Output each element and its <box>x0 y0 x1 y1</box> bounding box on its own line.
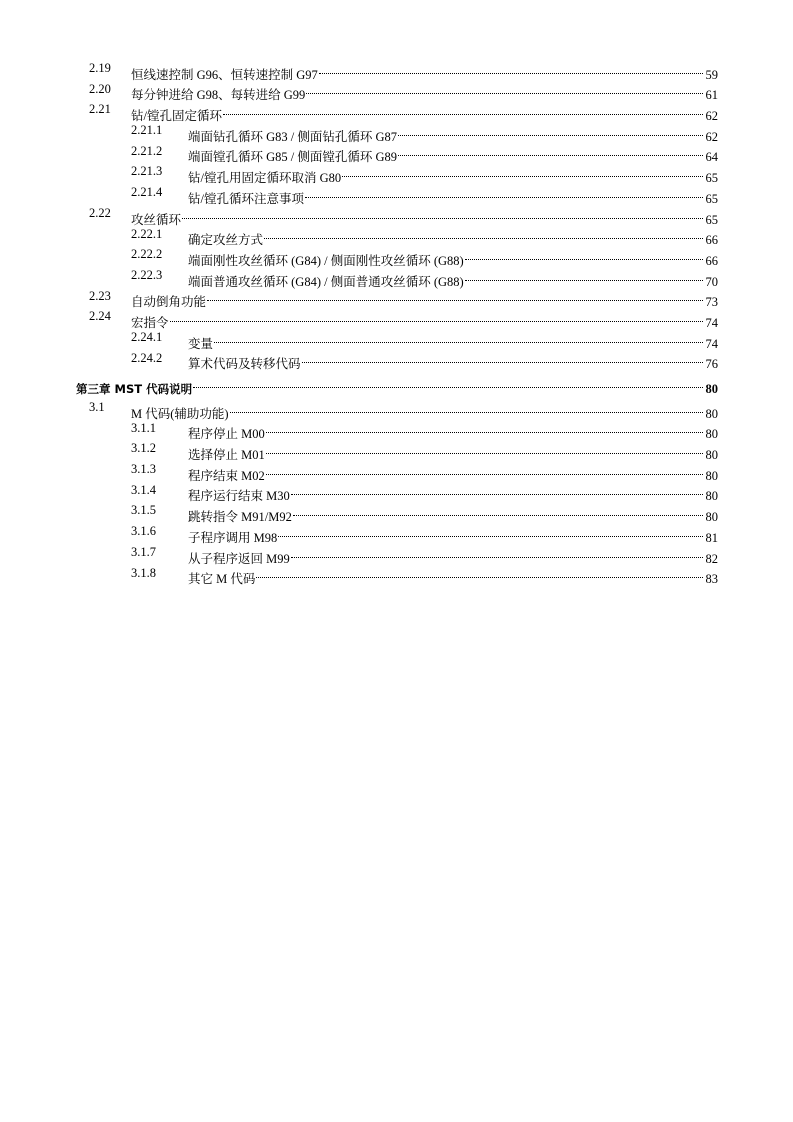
toc-entry-page: 65 <box>705 171 718 186</box>
toc-entry-page: 76 <box>705 357 718 372</box>
toc-chapter-3[interactable] <box>0 372 793 396</box>
toc-entry-number: 3.1 <box>89 400 105 414</box>
toc-entry-2-21-3[interactable] <box>0 161 793 186</box>
toc-entry-3-1-6[interactable] <box>0 521 793 545</box>
toc-entry-page: 80 <box>705 382 718 396</box>
dot-leader <box>264 224 703 245</box>
dot-leader <box>230 397 703 418</box>
toc-entry-page: 66 <box>705 253 718 268</box>
toc-entry-number: 3.1.4 <box>131 482 156 497</box>
toc-entry-number: 2.24.1 <box>131 329 163 344</box>
toc-entry-page: 81 <box>705 530 718 545</box>
dot-leader <box>266 459 703 480</box>
toc-entry-title: 程序运行结束 M30 <box>188 486 290 507</box>
toc-entry-2-22[interactable] <box>0 203 793 227</box>
toc-entry-page: 80 <box>705 510 718 525</box>
toc-entry-2-22-1[interactable] <box>0 224 793 248</box>
toc-entry-3-1-2[interactable] <box>0 438 793 463</box>
dot-leader <box>465 265 703 286</box>
toc-entry-2-21-2[interactable] <box>0 141 793 165</box>
toc-entry-number: 2.22 <box>89 205 111 220</box>
toc-chapter-title: 第三章 MST 代码说明 <box>76 379 192 400</box>
dot-leader <box>293 500 703 521</box>
toc-entry-2-23[interactable] <box>0 286 793 310</box>
toc-entry-2-24-2[interactable] <box>0 348 793 372</box>
dot-leader <box>306 79 703 100</box>
toc-entry-number: 2.20 <box>89 81 111 96</box>
toc-entry-3-1-5[interactable] <box>0 500 793 525</box>
dot-leader <box>342 161 703 182</box>
toc-entry-page: 80 <box>705 448 718 463</box>
toc-entry-title: 变量 <box>188 334 213 355</box>
toc-entry-title: 攻丝循环 <box>131 210 181 231</box>
toc-entry-title: 跳转指令 M91/M92 <box>188 507 292 528</box>
toc-entry-number: 2.19 <box>89 61 111 75</box>
toc-entry-2-24[interactable] <box>0 306 793 330</box>
dot-leader <box>223 99 703 120</box>
dot-leader <box>305 182 703 203</box>
toc-entry-title: 算术代码及转移代码 <box>188 354 301 375</box>
dot-leader <box>291 542 703 563</box>
toc-entry-number: 2.23 <box>89 288 111 303</box>
toc-entry-title: 端面普通攻丝循环 (G84) / 侧面普通攻丝循环 (G88) <box>188 272 464 293</box>
toc-entry-page: 62 <box>705 109 718 124</box>
toc-entry-page: 61 <box>705 88 718 103</box>
toc-entry-page: 80 <box>705 406 718 421</box>
toc-entry-number: 3.1.5 <box>131 503 156 518</box>
toc-entry-3-1-7[interactable] <box>0 542 793 566</box>
toc-entry-title: 钻/镗孔用固定循环取消 G80 <box>188 168 341 189</box>
table-of-contents <box>0 58 793 587</box>
toc-entry-page: 80 <box>705 489 718 504</box>
toc-entry-page: 80 <box>705 427 718 442</box>
toc-entry-title: 宏指令 <box>131 313 169 334</box>
toc-entry-page: 82 <box>705 551 718 566</box>
toc-entry-2-19[interactable] <box>0 58 793 82</box>
toc-entry-page: 66 <box>705 233 718 248</box>
toc-entry-title: 恒线速控制 G96、恒转速控制 G97 <box>131 65 318 86</box>
toc-entry-number: 3.1.2 <box>131 441 156 456</box>
toc-entry-page: 65 <box>705 212 718 227</box>
toc-entry-title: 端面刚性攻丝循环 (G84) / 侧面刚性攻丝循环 (G88) <box>188 251 464 272</box>
toc-entry-3-1-8[interactable] <box>0 563 793 587</box>
toc-entry-title: 钻/镗孔循环注意事项 <box>188 189 304 210</box>
dot-leader <box>266 418 703 439</box>
toc-entry-title: 自动倒角功能 <box>131 292 206 313</box>
toc-entry-number: 2.21.3 <box>131 164 163 179</box>
toc-entry-page: 83 <box>705 572 718 587</box>
toc-entry-title: 程序结束 M02 <box>188 466 265 487</box>
dot-leader <box>291 480 703 501</box>
dot-leader <box>182 203 703 224</box>
toc-entry-title: 其它 M 代码 <box>188 569 255 590</box>
dot-leader <box>256 563 703 584</box>
toc-entry-2-22-2[interactable] <box>0 244 793 268</box>
dot-leader <box>278 521 703 542</box>
toc-entry-page: 80 <box>705 468 718 483</box>
toc-entry-title: 端面镗孔循环 G85 / 侧面镗孔循环 G89 <box>188 147 397 168</box>
toc-entry-number: 3.1.6 <box>131 524 156 539</box>
dot-leader <box>465 244 703 265</box>
toc-entry-2-21-4[interactable] <box>0 182 793 206</box>
toc-entry-page: 73 <box>705 295 718 310</box>
toc-entry-3-1-1[interactable] <box>0 418 793 442</box>
dot-leader <box>214 327 703 348</box>
toc-entry-title: 从子程序返回 M99 <box>188 549 290 570</box>
dot-leader <box>398 120 703 141</box>
toc-entry-number: 2.22.1 <box>131 226 163 241</box>
toc-entry-page: 74 <box>705 315 718 330</box>
toc-entry-2-21[interactable] <box>0 99 793 124</box>
toc-entry-title: M 代码(辅助功能) <box>131 404 229 425</box>
toc-entry-number: 3.1.1 <box>131 420 156 435</box>
toc-entry-page: 70 <box>705 274 718 289</box>
toc-entry-number: 2.22.2 <box>131 247 163 262</box>
toc-entry-number: 2.21.2 <box>131 143 163 158</box>
toc-entry-title: 端面钻孔循环 G83 / 侧面钻孔循环 G87 <box>188 127 397 148</box>
dot-leader <box>266 438 703 459</box>
dot-leader <box>207 286 703 307</box>
toc-entry-number: 3.1.7 <box>131 544 156 559</box>
dot-leader <box>193 372 703 393</box>
toc-entry-title: 确定攻丝方式 <box>188 230 263 251</box>
toc-entry-number: 2.21.1 <box>131 123 163 138</box>
toc-entry-number: 2.24.2 <box>131 350 163 365</box>
toc-entry-2-22-3[interactable] <box>0 265 793 289</box>
toc-entry-number: 3.1.3 <box>131 462 156 477</box>
toc-entry-title: 每分钟进给 G98、每转进给 G99 <box>131 85 305 106</box>
toc-entry-3-1-3[interactable] <box>0 459 793 483</box>
toc-entry-2-24-1[interactable] <box>0 327 793 351</box>
toc-entry-title: 选择停止 M01 <box>188 445 265 466</box>
toc-entry-2-20[interactable] <box>0 79 793 103</box>
toc-entry-number: 2.21 <box>89 102 111 117</box>
dot-leader <box>170 306 703 327</box>
toc-entry-page: 74 <box>705 336 718 351</box>
toc-entry-page: 65 <box>705 191 718 206</box>
toc-entry-page: 62 <box>705 129 718 144</box>
toc-entry-title: 子程序调用 M98 <box>188 528 277 549</box>
toc-entry-3-1[interactable] <box>0 397 793 421</box>
toc-entry-number: 2.22.3 <box>131 267 163 282</box>
dot-leader <box>398 141 703 162</box>
dot-leader <box>302 348 703 369</box>
toc-entry-number: 2.21.4 <box>131 185 163 200</box>
toc-entry-number: 2.24 <box>89 309 111 324</box>
toc-entry-title: 钻/镗孔固定循环 <box>131 106 222 127</box>
toc-entry-page: 59 <box>705 67 718 82</box>
toc-entry-number: 3.1.8 <box>131 565 156 580</box>
toc-entry-page: 64 <box>705 150 718 165</box>
toc-entry-3-1-4[interactable] <box>0 480 793 504</box>
dot-leader <box>319 58 703 79</box>
toc-entry-2-21-1[interactable] <box>0 120 793 144</box>
toc-entry-title: 程序停止 M00 <box>188 424 265 445</box>
